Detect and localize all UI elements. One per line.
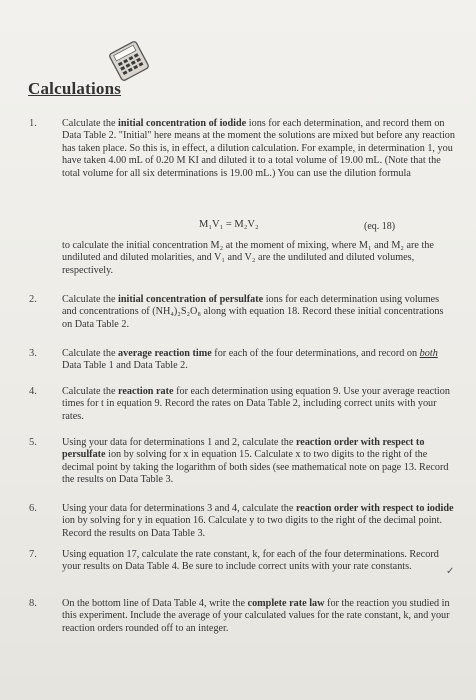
calculator-icon: [106, 38, 152, 84]
instruction-item-8: [62, 598, 456, 635]
bold-term: initial concentration of persulfate: [118, 294, 264, 305]
item-number: 1.: [29, 118, 37, 129]
item-number: 3.: [29, 348, 37, 359]
text-run: for each of the four determinations, and record on: [211, 348, 420, 359]
instruction-item-4: [62, 386, 456, 423]
item-number: 2.: [29, 294, 37, 305]
instruction-item-5: [62, 437, 456, 487]
text-run: Calculate the: [62, 294, 119, 305]
section-heading: Calculations: [28, 79, 122, 98]
text-run: Using equation 17, calculate the rate constant, k, for each of the four determinations. Record your results on Data Table 4. Be sure to include correct units with your rate constants.: [62, 549, 439, 573]
text-run: ion by solving for y in equation 16. Calculate y to two digits to the right of the decimal point. Record the results on Data Table 3.: [62, 515, 442, 539]
item-number: 8.: [29, 598, 37, 609]
item-number: 4.: [29, 386, 37, 397]
bold-term: average reaction time: [118, 348, 212, 359]
text-run: Data Table 1 and Data Table 2.: [62, 360, 188, 372]
instruction-item-2: [62, 294, 456, 331]
item-number: 5.: [29, 437, 37, 448]
dilution-formula: M₁V₁ = M₂V₂: [199, 219, 259, 230]
text-run: ions for each determination using volumes and concentrations of (NH₄)₂S₂O₈ along with equation 18. Record these initial concentrations on Data Table 2.: [62, 294, 444, 330]
text-run: for the reaction you studied in this experiment. Include the average of your calculated values for the rate constant, k, and your reaction orders rounded off to an integer.: [62, 598, 450, 634]
pen-mark-icon: ✓: [446, 566, 455, 577]
bold-term: complete rate law: [247, 598, 325, 609]
item-number: 7.: [29, 549, 37, 560]
instruction-item-6: [62, 503, 456, 540]
item-number: 6.: [29, 503, 37, 514]
text-run: for each determination using equation 9. Use your average reaction times for t in equation 9. Record the rates on Data Table 2, including correct units with your rates.: [62, 386, 450, 422]
bold-term: reaction rate: [118, 386, 174, 397]
instruction-item-1: [62, 118, 456, 180]
instruction-item-7: [62, 549, 442, 574]
instruction-item-3: [62, 348, 456, 373]
bold-term: reaction order with respect to persulfate: [62, 437, 425, 461]
bold-term: reaction order with respect to iodide: [295, 503, 454, 514]
bold-term: initial concentration of iodide: [118, 118, 247, 129]
continuation-text: to calculate the initial concentration M₂ at the moment of mixing, where M₁ and M₂ are the undiluted and diluted molarities, and V₁ and V₂ are the undiluted and diluted volumes, respectively.: [62, 240, 434, 276]
text-run: ions for each determination, and record them on Data Table 2. "Initial" here means at the moment the solutions are mixed but before any reaction has taken place. So this is, in effect, a dilution calculation. For example, in determination 1, you have taken 4.00 mL of 0.20 M KI and diluted it to a total volume of 19.00 mL. (Note that the total volume for all six determinations is 19.00 mL.) You can use the dilution formula: [62, 118, 455, 179]
underlined-term: both: [419, 348, 438, 359]
text-run: Calculate the: [62, 386, 119, 397]
text-run: Calculate the: [62, 118, 119, 129]
text-run: Calculate the: [62, 348, 119, 359]
text-run: On the bottom line of Data Table 4, write the: [62, 598, 248, 609]
text-run: ion by solving for x in equation 15. Calculate x to two digits to the right of the decimal point by taking the logarithm of both sides (see mathematical note on page 13. Record the results on Data Table 3.: [62, 449, 449, 486]
text-run: Using your data for determinations 1 and 2, calculate the: [62, 437, 296, 448]
equation-label: (eq. 18): [364, 221, 396, 232]
text-run: Using your data for determinations 3 and 4, calculate the: [62, 503, 296, 514]
